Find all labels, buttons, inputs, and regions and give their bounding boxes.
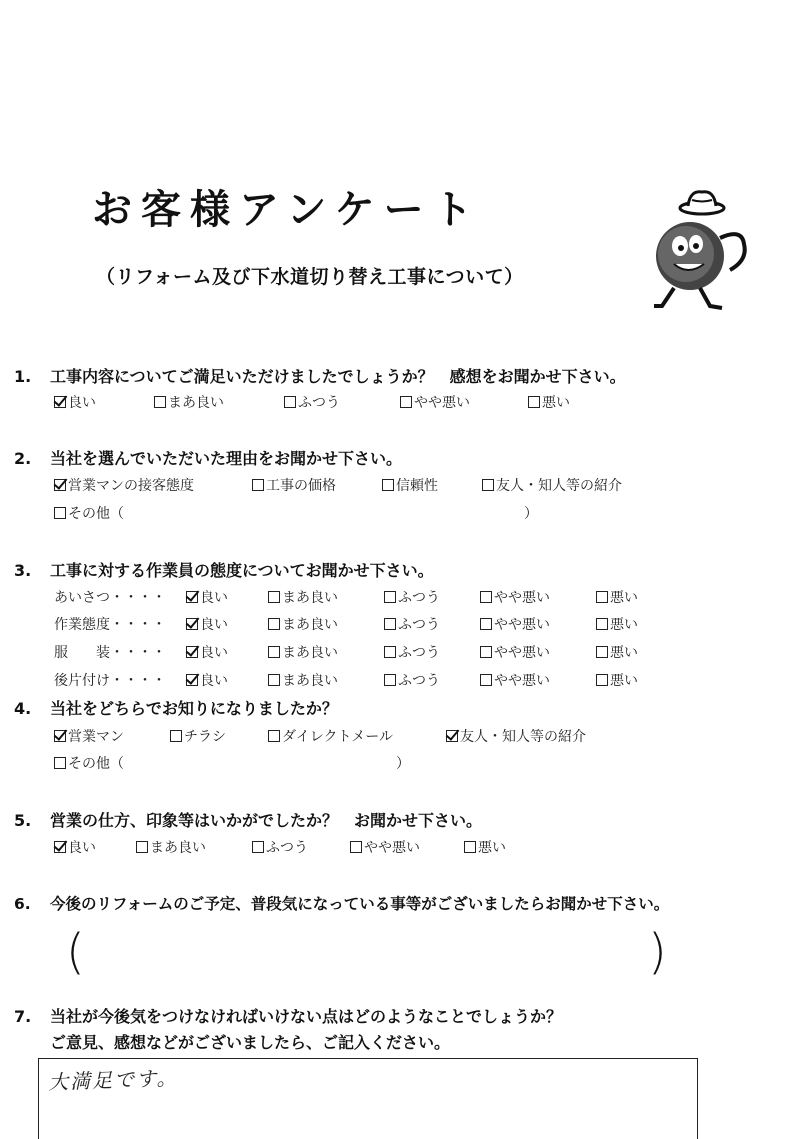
q6-answer-area[interactable]: [96, 934, 636, 974]
q3-cleanup-bad[interactable]: 悪い: [596, 670, 638, 690]
q2-option-reliability[interactable]: 信頼性: [382, 475, 438, 495]
checkbox[interactable]: [268, 730, 280, 742]
q2-option-referral[interactable]: 友人・知人等の紹介: [482, 475, 622, 495]
q5-option-somewhat-bad[interactable]: やや悪い: [350, 837, 420, 857]
q1-option-average[interactable]: ふつう: [284, 392, 340, 412]
question-2: [14, 446, 402, 469]
checkbox[interactable]: [170, 730, 182, 742]
q3-work-attitude-bad[interactable]: 悪い: [596, 614, 638, 634]
q3-cleanup-good[interactable]: 良い: [186, 670, 228, 690]
checkbox[interactable]: [252, 841, 264, 853]
checkbox[interactable]: [252, 479, 264, 491]
checkbox[interactable]: [596, 618, 608, 630]
q2-option-price[interactable]: 工事の価格: [252, 475, 336, 495]
checkbox[interactable]: [268, 618, 280, 630]
q3-cleanup-average[interactable]: ふつう: [384, 670, 440, 690]
q4-other-close: ）: [396, 756, 410, 772]
q3-cleanup-somewhat-bad[interactable]: やや悪い: [480, 670, 550, 690]
q1-option-somewhat-bad[interactable]: やや悪い: [400, 392, 470, 412]
question-7-number: 7.: [14, 1007, 32, 1026]
q1-option-fair[interactable]: まあ良い: [154, 392, 224, 412]
q5-option-fair[interactable]: まあ良い: [136, 837, 206, 857]
checkbox[interactable]: [482, 479, 494, 491]
page-subtitle: （リフォーム及び下水道切り替え工事について）: [96, 266, 524, 288]
q3-row-label-clothing: 服 装・・・・: [54, 645, 166, 661]
q3-work-attitude-somewhat-bad[interactable]: やや悪い: [480, 614, 550, 634]
question-1-number: 1.: [14, 367, 32, 386]
q2-option-sales-attitude[interactable]: 営業マンの接客態度: [54, 475, 194, 495]
checkbox[interactable]: [268, 591, 280, 603]
q3-clothing-somewhat-bad[interactable]: やや悪い: [480, 642, 550, 662]
checkbox[interactable]: [464, 841, 476, 853]
question-1: [14, 364, 626, 387]
checkbox-checked[interactable]: [54, 396, 66, 408]
q3-cleanup-fair[interactable]: まあ良い: [268, 670, 338, 690]
question-3-text: 工事に対する作業員の態度についてお聞かせ下さい。: [50, 561, 434, 580]
checkbox-checked[interactable]: [446, 730, 458, 742]
q3-greeting-average[interactable]: ふつう: [384, 587, 440, 607]
checkbox[interactable]: [596, 674, 608, 686]
checkbox[interactable]: [596, 646, 608, 658]
q7-handwritten-answer: 大満足です。: [47, 1065, 179, 1095]
checkbox[interactable]: [382, 479, 394, 491]
page-title: お客様アンケート: [92, 187, 482, 233]
q3-greeting-bad[interactable]: 悪い: [596, 587, 638, 607]
q3-clothing-good[interactable]: 良い: [186, 642, 228, 662]
q2-other-close: ）: [524, 506, 538, 522]
question-3: [14, 558, 434, 581]
q3-clothing-bad[interactable]: 悪い: [596, 642, 638, 662]
mascot-icon: [650, 188, 760, 318]
question-5-number: 5.: [14, 811, 32, 830]
question-4: [14, 696, 338, 719]
q5-option-good[interactable]: 良い: [54, 837, 96, 857]
checkbox[interactable]: [528, 396, 540, 408]
checkbox[interactable]: [480, 591, 492, 603]
question-1-text: 工事内容についてご満足いただけましたでしょうか？ 感想をお聞かせ下さい。: [50, 367, 626, 386]
q4-option-other[interactable]: その他（: [54, 753, 124, 773]
q3-work-attitude-average[interactable]: ふつう: [384, 614, 440, 634]
checkbox-checked[interactable]: [54, 730, 66, 742]
checkbox[interactable]: [154, 396, 166, 408]
checkbox-checked[interactable]: [186, 646, 198, 658]
q1-option-good[interactable]: 良い: [54, 392, 96, 412]
checkbox-checked[interactable]: [186, 674, 198, 686]
checkbox[interactable]: [384, 618, 396, 630]
q5-option-bad[interactable]: 悪い: [464, 837, 506, 857]
checkbox[interactable]: [480, 618, 492, 630]
checkbox[interactable]: [54, 507, 66, 519]
checkbox[interactable]: [350, 841, 362, 853]
question-6-number: 6.: [14, 895, 31, 913]
checkbox[interactable]: [268, 646, 280, 658]
question-7: [14, 1004, 562, 1027]
q3-clothing-fair[interactable]: まあ良い: [268, 642, 338, 662]
q4-option-salesperson[interactable]: 営業マン: [54, 726, 124, 746]
checkbox[interactable]: [136, 841, 148, 853]
q3-work-attitude-good[interactable]: 良い: [186, 614, 228, 634]
question-7-text: 当社が今後気をつけなければいけない点はどのようなことでしょうか？: [50, 1007, 563, 1026]
q3-row-label-work-attitude: 作業態度・・・・: [54, 617, 166, 633]
checkbox[interactable]: [384, 591, 396, 603]
checkbox[interactable]: [284, 396, 296, 408]
question-2-number: 2.: [14, 449, 32, 468]
q1-option-bad[interactable]: 悪い: [528, 392, 570, 412]
q5-option-average[interactable]: ふつう: [252, 837, 308, 857]
checkbox-checked[interactable]: [186, 591, 198, 603]
checkbox-checked[interactable]: [186, 618, 198, 630]
q3-row-label-cleanup: 後片付け・・・・: [54, 673, 166, 689]
question-7-subtext: ご意見、感想などがございましたら、ご記入ください。: [50, 1033, 451, 1052]
q4-option-direct-mail[interactable]: ダイレクトメール: [268, 726, 393, 746]
checkbox-checked[interactable]: [54, 841, 66, 853]
question-4-number: 4.: [14, 699, 32, 718]
question-5: [14, 808, 482, 831]
q3-greeting-fair[interactable]: まあ良い: [268, 587, 338, 607]
checkbox-checked[interactable]: [54, 479, 66, 491]
q3-work-attitude-fair[interactable]: まあ良い: [268, 614, 338, 634]
checkbox[interactable]: [480, 646, 492, 658]
checkbox[interactable]: [596, 591, 608, 603]
q4-option-flyer[interactable]: チラシ: [170, 726, 226, 746]
checkbox[interactable]: [384, 674, 396, 686]
q3-clothing-average[interactable]: ふつう: [384, 642, 440, 662]
q3-greeting-somewhat-bad[interactable]: やや悪い: [480, 587, 550, 607]
checkbox[interactable]: [480, 674, 492, 686]
checkbox[interactable]: [54, 757, 66, 769]
checkbox[interactable]: [400, 396, 412, 408]
question-6: [14, 892, 669, 914]
q6-open-paren: (: [66, 924, 85, 980]
question-2-text: 当社を選んでいただいた理由をお聞かせ下さい。: [50, 449, 403, 468]
question-3-number: 3.: [14, 561, 32, 580]
q3-greeting-good[interactable]: 良い: [186, 587, 228, 607]
question-6-text: 今後のリフォームのご予定、普段気になっている事等がございましたらお聞かせ下さい。: [50, 895, 670, 913]
checkbox[interactable]: [384, 646, 396, 658]
q4-option-referral[interactable]: 友人・知人等の紹介: [446, 726, 586, 746]
question-5-text: 営業の仕方、印象等はいかがでしたか？ お聞かせ下さい。: [50, 811, 483, 830]
q3-row-label-greeting: あいさつ・・・・: [54, 590, 166, 606]
checkbox[interactable]: [268, 674, 280, 686]
q6-close-paren: ): [648, 924, 667, 980]
q2-option-other[interactable]: その他（: [54, 503, 124, 523]
question-4-text: 当社をどちらでお知りになりましたか？: [50, 699, 338, 718]
